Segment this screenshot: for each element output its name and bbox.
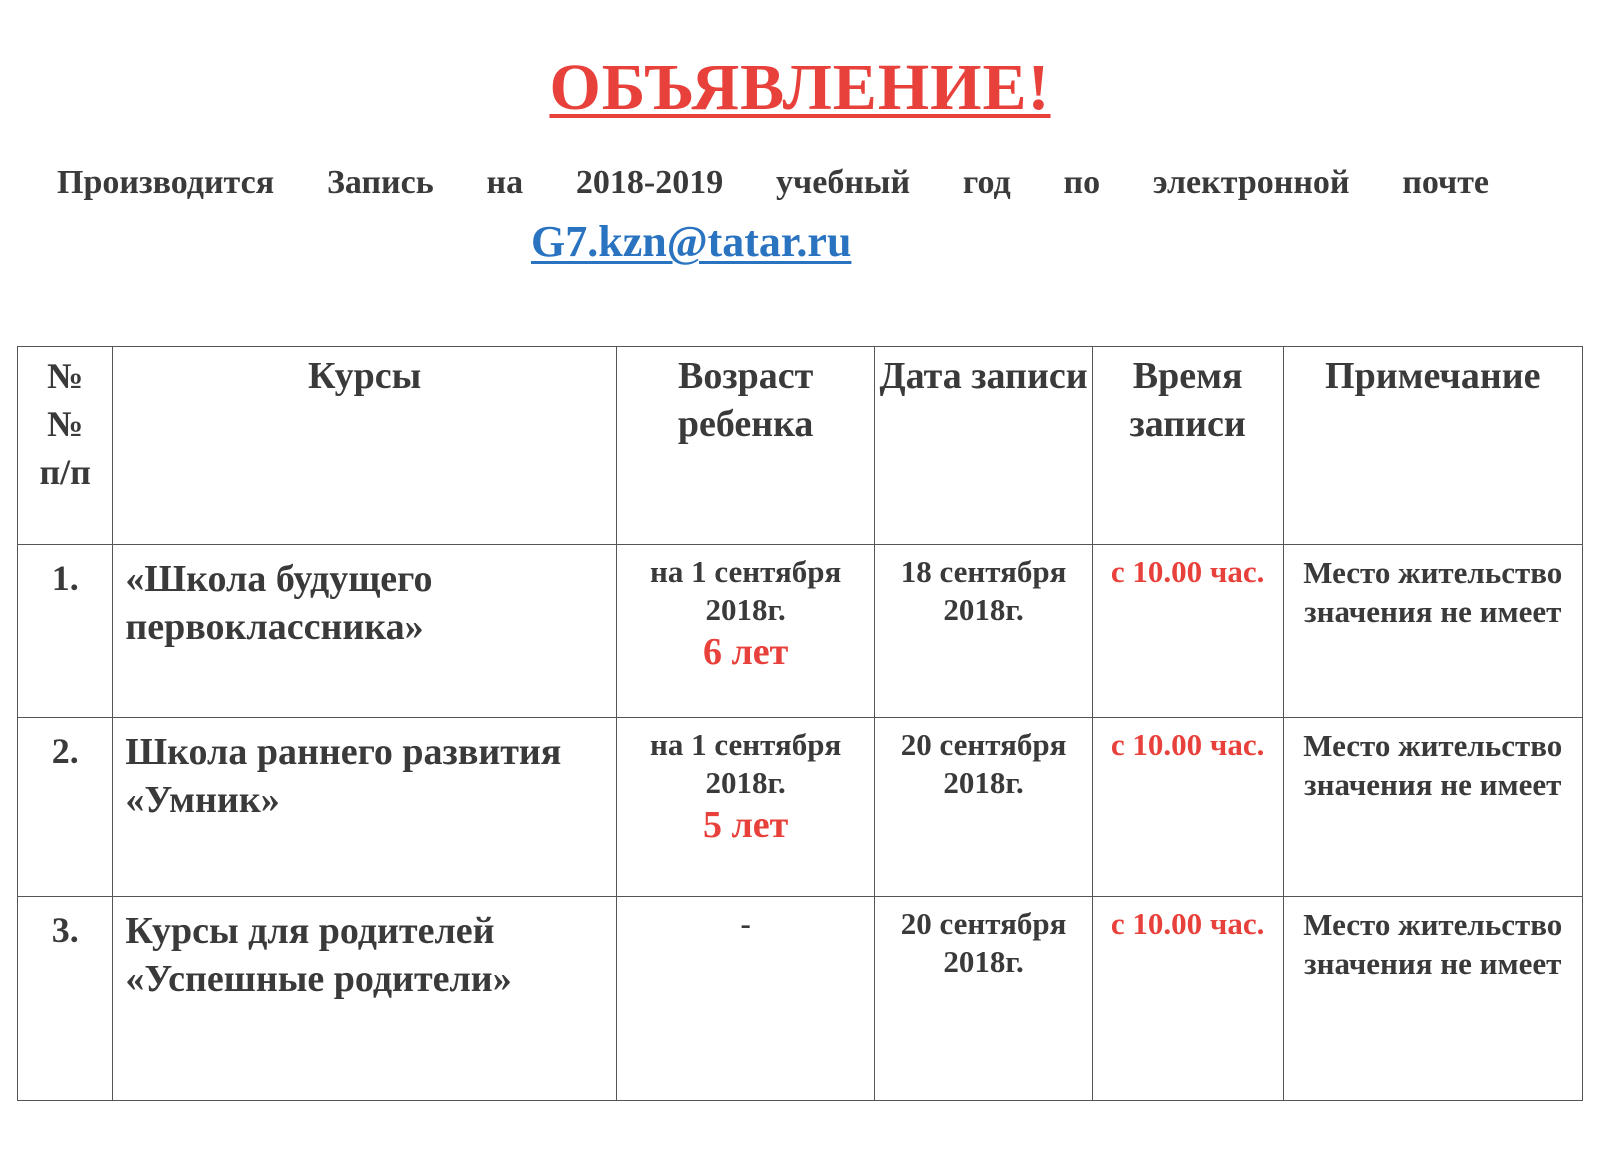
course-name: «Школа будущего первоклассника»	[113, 545, 617, 718]
age-cell	[616, 718, 874, 897]
intro-text: Производится Запись на 2018-2019 учебный год по электронной почте	[57, 164, 1489, 201]
date-cell: 20 сентября 2018г.	[875, 897, 1092, 1101]
age-cell: -	[616, 897, 874, 1101]
header-time: Время записи	[1092, 347, 1283, 545]
time-cell: с 10.00 час.	[1092, 545, 1283, 718]
schedule-table	[17, 346, 1583, 1101]
header-number-line1: №	[47, 356, 84, 396]
note-cell: Место жительство значения не имеет	[1283, 897, 1582, 1101]
note-cell: Место жительство значения не имеет	[1283, 718, 1582, 897]
header-age: Возраст ребенка	[616, 347, 874, 545]
header-number	[18, 347, 113, 545]
row-number: 3.	[18, 897, 113, 1101]
header-number-line3: п/п	[39, 452, 91, 492]
course-name: Курсы для родителей «Успешные родители»	[113, 897, 617, 1101]
note-cell: Место жительство значения не имеет	[1283, 545, 1582, 718]
header-note: Примечание	[1283, 347, 1582, 545]
table-row	[18, 897, 1583, 1101]
table-row	[18, 545, 1583, 718]
header-courses: Курсы	[113, 347, 617, 545]
age-date: на 1 сентября 2018г.	[650, 727, 842, 800]
header-date: Дата записи	[875, 347, 1092, 545]
header-number-line2: №	[47, 404, 84, 444]
row-number: 2.	[18, 718, 113, 897]
time-cell: с 10.00 час.	[1092, 718, 1283, 897]
table-header-row	[18, 347, 1583, 545]
date-cell: 20 сентября 2018г.	[875, 718, 1092, 897]
table-row	[18, 718, 1583, 897]
age-value: 6 лет	[702, 631, 789, 673]
age-date: на 1 сентября 2018г.	[650, 554, 842, 627]
age-cell	[616, 545, 874, 718]
row-number: 1.	[18, 545, 113, 718]
email-link[interactable]: G7.kzn@tatar.ru	[531, 217, 852, 266]
age-value: 5 лет	[702, 804, 789, 846]
date-cell: 18 сентября 2018г.	[875, 545, 1092, 718]
announcement-title: ОБЪЯВЛЕНИЕ!	[549, 51, 1051, 124]
time-cell: с 10.00 час.	[1092, 897, 1283, 1101]
course-name: Школа раннего развития «Умник»	[113, 718, 617, 897]
